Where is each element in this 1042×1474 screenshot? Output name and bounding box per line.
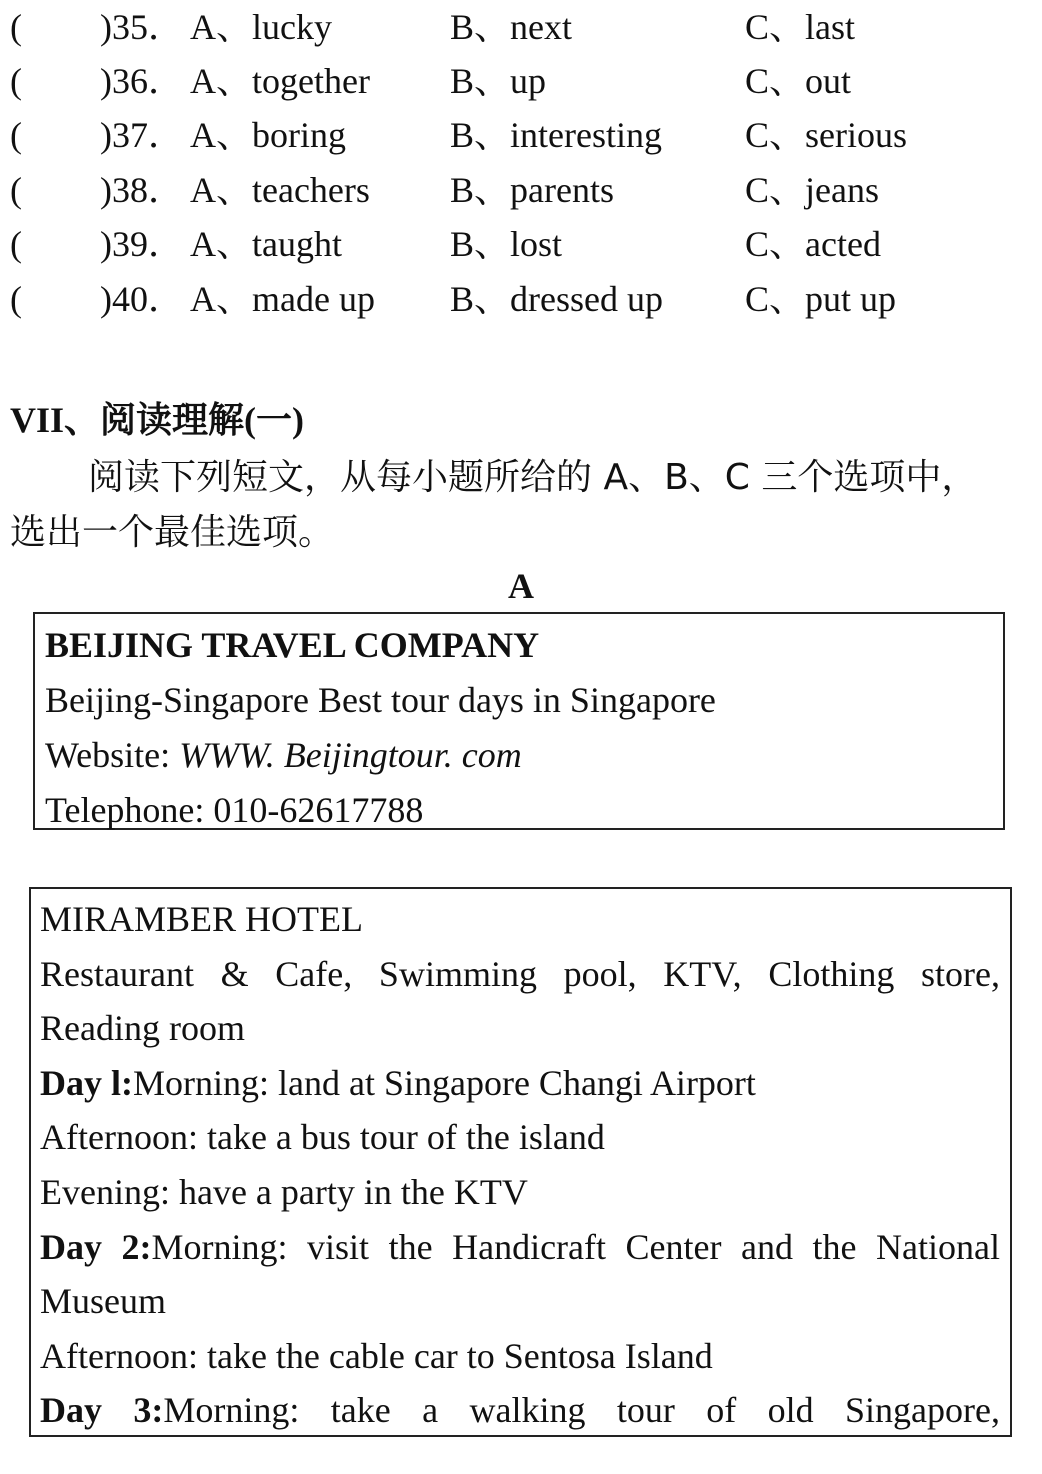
- day1-morning-text: Morning: land at Singapore Changi Airport: [133, 1062, 756, 1103]
- option-b: B、up: [450, 61, 547, 101]
- option-a: A、lucky: [190, 7, 332, 47]
- day3-morning: [40, 1383, 1000, 1437]
- company-name: BEIJING TRAVEL COMPANY: [45, 625, 540, 665]
- section-instructions: 阅读下列短文，从每小题所给的 A、B、C 三个选项中，选出一个最佳选项。: [10, 457, 978, 553]
- question-number: )35．: [100, 7, 184, 47]
- option-b: B、dressed up: [450, 279, 663, 319]
- question-number: )37．: [100, 115, 184, 155]
- question-number: )38．: [100, 170, 184, 210]
- option-c: C、acted: [745, 224, 881, 264]
- option-c: C、out: [745, 61, 852, 101]
- answer-bracket: (: [10, 115, 22, 155]
- day1-morning: [40, 1056, 1000, 1111]
- website-line: [45, 728, 993, 783]
- website-label: Website:: [45, 735, 180, 775]
- option-c: C、last: [745, 7, 856, 47]
- question-number: )36．: [100, 61, 184, 101]
- answer-bracket: (: [10, 279, 22, 319]
- day3-label: Day 3:: [40, 1390, 164, 1431]
- day2-morning-text: Morning: visit the Handicraft Center and the National Museum: [40, 1226, 1000, 1322]
- hotel-facilities: Restaurant & Cafe, Swimming pool, KTV, Clothing store, Reading room: [40, 953, 1000, 1049]
- option-b: B、parents: [450, 170, 614, 210]
- tour-description: Beijing-Singapore Best tour days in Singapore: [45, 680, 716, 720]
- answer-bracket: (: [10, 170, 22, 210]
- answer-bracket: (: [10, 224, 22, 264]
- question-row: [0, 0, 1042, 54]
- section-title: VII、阅读理解(一): [10, 400, 304, 440]
- option-a: A、boring: [190, 115, 346, 155]
- day2-label: Day 2:: [40, 1226, 152, 1267]
- option-c: C、put up: [745, 279, 897, 319]
- hotel-name: MIRAMBER HOTEL: [40, 899, 363, 939]
- answer-bracket: (: [10, 61, 22, 101]
- option-c: C、serious: [745, 115, 908, 155]
- option-b: B、lost: [450, 224, 563, 264]
- question-number: )40．: [100, 279, 184, 319]
- option-a: A、taught: [190, 224, 342, 264]
- day1-label: Day l:: [40, 1062, 133, 1103]
- day1-evening: Evening: have a party in the KTV: [40, 1171, 528, 1212]
- day2-afternoon: Afternoon: take the cable car to Sentosa Island: [40, 1335, 713, 1376]
- option-c: C、jeans: [745, 170, 879, 210]
- option-b: B、interesting: [450, 115, 662, 155]
- website-url: WWW. Beijingtour. com: [179, 735, 522, 775]
- question-row: [0, 54, 1042, 108]
- question-row: [0, 108, 1042, 162]
- option-b: B、next: [450, 7, 572, 47]
- answer-bracket: (: [10, 7, 22, 47]
- day3-morning-text: Morning: take a walking tour of old Singapore,: [163, 1390, 1000, 1431]
- question-number: )39．: [100, 224, 184, 264]
- option-a: A、together: [190, 61, 370, 101]
- question-row: [0, 163, 1042, 217]
- option-a: A、made up: [190, 279, 375, 319]
- question-row: [0, 217, 1042, 271]
- day2-morning: [40, 1220, 1000, 1329]
- hotel-itinerary-box: [29, 887, 1012, 1437]
- day1-afternoon: Afternoon: take a bus tour of the island: [40, 1117, 605, 1158]
- question-row: [0, 272, 1042, 326]
- option-a: A、teachers: [190, 170, 370, 210]
- travel-company-box: [33, 612, 1005, 830]
- telephone-line: Telephone: 010-62617788: [45, 790, 424, 830]
- passage-label: A: [508, 566, 534, 606]
